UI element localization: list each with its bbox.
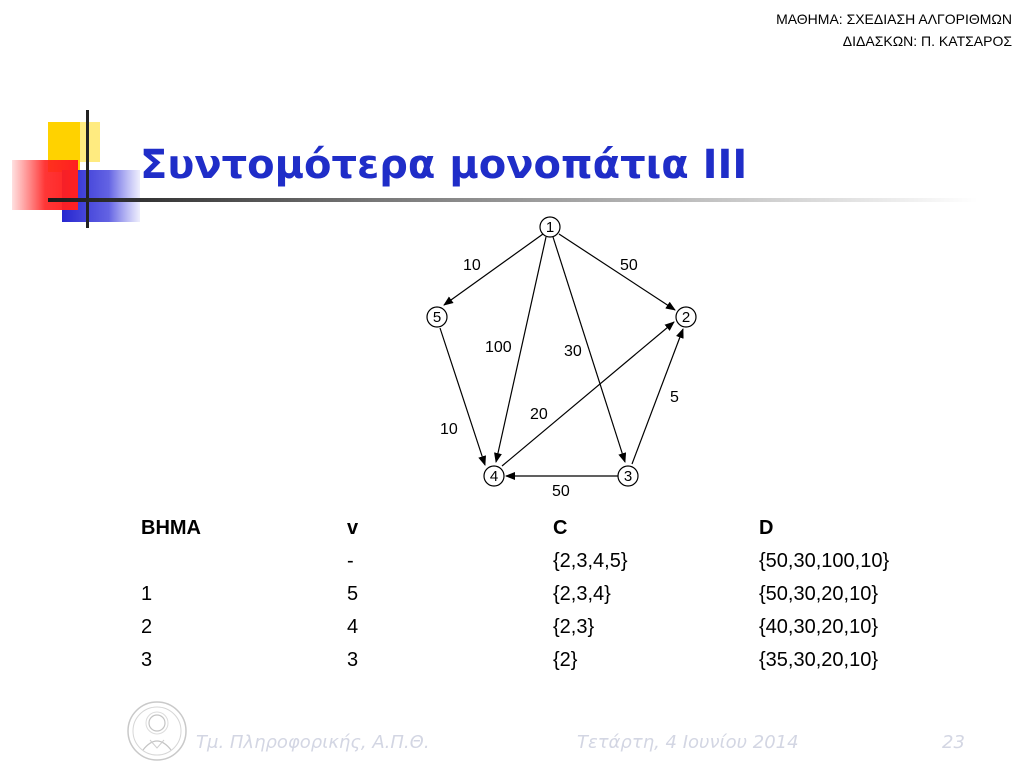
deco-yellow-square-2: [80, 122, 100, 162]
cell-step: [141, 545, 347, 578]
node-label-5: 5: [432, 309, 442, 326]
weight-3-2: 5: [670, 389, 679, 406]
graph-node-5: [427, 307, 447, 327]
footer-department: Τμ. Πληροφορικής, Α.Π.Θ.: [196, 732, 430, 753]
graph-node-3: [618, 466, 638, 486]
table-row: [141, 545, 959, 578]
header-v: v: [347, 517, 359, 539]
table-row: [141, 578, 959, 611]
cell-c: {2}: [553, 649, 578, 671]
weight-5-4: 10: [440, 421, 458, 438]
weight-1-2: 50: [620, 257, 638, 274]
title-decoration: [0, 0, 1024, 240]
edge-1-5: [444, 234, 543, 305]
cell-d: {35,30,20,10}: [759, 649, 879, 671]
weight-1-5: 10: [463, 257, 481, 274]
university-seal-icon: [126, 700, 188, 762]
cell-step: 3: [141, 649, 153, 671]
footer-page-number: 23: [942, 732, 965, 753]
course-name: ΜΑΘΗΜΑ: ΣΧΕΔΙΑΣΗ ΑΛΓΟΡΙΘΜΩΝ: [776, 11, 1012, 27]
deco-underline: [48, 198, 978, 202]
node-label-2: 2: [681, 309, 691, 326]
cell-v: 3: [347, 649, 359, 671]
cell-c: {2,3,4}: [553, 583, 611, 605]
graph-node-1: [540, 217, 560, 237]
cell-d: {50,30,20,10}: [759, 583, 879, 605]
graph-node-4: [484, 466, 504, 486]
cell-d: {50,30,100,10}: [759, 550, 890, 572]
header-c: C: [553, 517, 568, 539]
cell-v: 5: [347, 583, 359, 605]
weight-1-4: 100: [485, 339, 512, 356]
slide-title: Συντομότερα μονοπάτια ΙΙΙ: [140, 142, 748, 188]
cell-c: {2,3}: [553, 616, 595, 638]
weight-3-4: 50: [552, 483, 570, 500]
weight-4-2: 20: [530, 406, 548, 423]
header-d: D: [759, 517, 774, 539]
graph-diagram: [410, 208, 720, 508]
cell-d: {40,30,20,10}: [759, 616, 879, 638]
table-row: [141, 611, 959, 644]
deco-red-square: [12, 160, 78, 210]
table-header-row: [141, 512, 959, 545]
weight-1-3: 30: [564, 343, 582, 360]
edge-1-2: [559, 234, 675, 310]
cell-v: -: [347, 550, 354, 572]
edge-4-2: [502, 322, 674, 466]
deco-vertical-line: [86, 110, 89, 228]
graph-node-2: [676, 307, 696, 327]
cell-step: 1: [141, 583, 153, 605]
instructor-name: ΔΙΔΑΣΚΩΝ: Π. ΚΑΤΣΑΡΟΣ: [842, 33, 1012, 49]
node-label-1: 1: [545, 219, 555, 236]
table-row: [141, 644, 959, 677]
edge-5-4: [440, 328, 485, 465]
node-label-3: 3: [623, 468, 633, 485]
cell-step: 2: [141, 616, 153, 638]
footer-date: Τετάρτη, 4 Ιουνίου 2014: [577, 732, 799, 753]
cell-v: 4: [347, 616, 359, 638]
header-step: ΒΗΜΑ: [141, 517, 201, 539]
node-label-4: 4: [489, 468, 499, 485]
dijkstra-steps-table: [141, 512, 959, 677]
cell-c: {2,3,4,5}: [553, 550, 628, 572]
